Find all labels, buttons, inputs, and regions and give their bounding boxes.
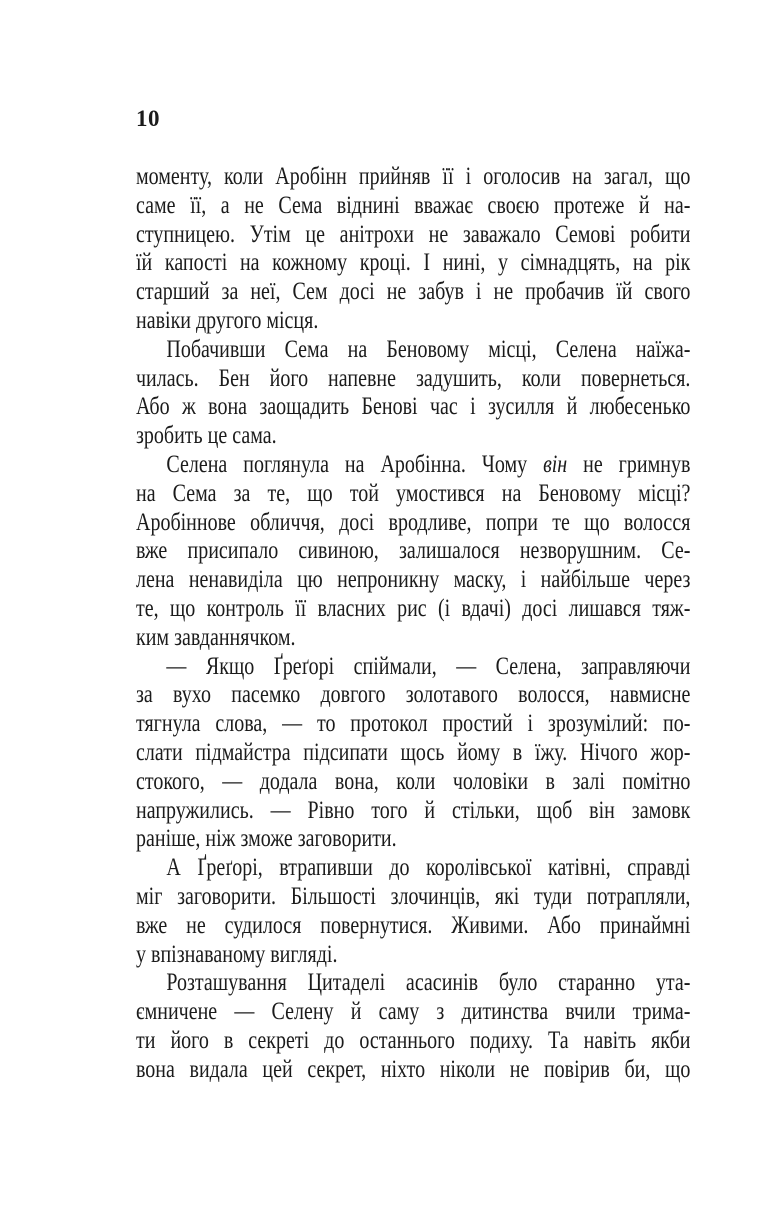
text-segment: слати підмайстра підсипати щось йому в їжу. Нічого жор-: [136, 738, 691, 766]
text-segment: Селена поглянула на Аробінна. Чому: [166, 450, 544, 478]
text-segment: Побачивши Сема на Беновому місці, Селена наїжа-: [166, 335, 691, 363]
text-segment: на Сема за те, що той умостився на Беновому місці?: [136, 479, 691, 507]
text-segment: вже не судилося повернутися. Живими. Або принаймні: [136, 911, 691, 939]
italic-text: він: [543, 450, 568, 478]
text-line: [136, 797, 690, 826]
text-line: [136, 336, 690, 365]
paragraph: [136, 451, 690, 653]
text-segment: Розташування Цитаделі асасинів було старанно ута-: [166, 969, 691, 997]
text-segment: вона видала цей секрет, ніхто ніколи не повірив би, що: [136, 1055, 691, 1083]
text-segment: ти його в секреті до останнього подиху. Та навіть якби: [136, 1026, 691, 1054]
text-line: [136, 307, 690, 336]
text-segment: зробить це сама.: [136, 422, 277, 450]
text-segment: чилась. Бен його напевне задушить, коли повернеться.: [136, 364, 691, 392]
paragraph: [136, 969, 690, 1084]
text-line: [136, 422, 690, 451]
text-segment: старший за неї, Сем досі не забув і не пробачив їй свого: [136, 278, 691, 306]
page-number: 10: [136, 106, 160, 131]
text-segment: міг заговорити. Більшості злочинців, які туди потрапляли,: [136, 882, 691, 910]
text-line: [136, 653, 690, 682]
text-line: [136, 595, 690, 624]
text-line: [136, 739, 690, 768]
text-line: [136, 681, 690, 710]
text-line: [136, 1027, 690, 1056]
text-segment: те, що контроль її власних рис (і вдачі) досі лишався тяж-: [136, 594, 691, 622]
text-segment: напружились. — Рівно того й стільки, щоб він замовк: [136, 796, 691, 824]
text-segment: вже присипало сивиною, залишалося незворушним. Се-: [136, 537, 691, 565]
text-segment: їй капості на кожному кроці. І нині, у сімнадцять, на рік: [136, 249, 691, 277]
text-line: [136, 393, 690, 422]
text-line: [136, 883, 690, 912]
text-line: [136, 278, 690, 307]
text-line: [136, 221, 690, 250]
text-line: [136, 912, 690, 941]
text-segment: не гримнув: [567, 450, 691, 478]
text-segment: навіки другого місця.: [136, 306, 319, 334]
text-line: [136, 365, 690, 394]
text-segment: тягнула слова, — то протокол простий і зрозумілий: по-: [136, 710, 691, 738]
text-line: [136, 192, 690, 221]
paragraph: [136, 653, 690, 855]
text-segment: ступницею. Утім це анітрохи не заважало Семові робити: [136, 220, 691, 248]
text-line: [136, 825, 690, 854]
text-segment: — Якщо Ґреґорі спіймали, — Селена, заправляючи: [166, 652, 691, 680]
text-line: [136, 451, 690, 480]
text-line: [136, 710, 690, 739]
text-line: [136, 941, 690, 970]
text-line: [136, 509, 690, 538]
text-segment: лена ненавиділа цю непроникну маску, і найбільше через: [136, 566, 691, 594]
text-segment: стокого, — додала вона, коли чоловіки в залі помітно: [136, 767, 691, 795]
paragraph: [136, 336, 690, 451]
text-line: [136, 854, 690, 883]
paragraph: [136, 163, 690, 336]
text-segment: А Ґреґорі, втрапивши до королівської катівні, справді: [166, 854, 691, 882]
text-segment: Або ж вона заощадить Бенові час і зусилля й любесенько: [136, 393, 691, 421]
text-segment: за вухо пасемко довгого золотавого волосся, навмисне: [136, 681, 691, 709]
text-line: [136, 163, 690, 192]
page-text: [136, 163, 690, 1085]
text-segment: моменту, коли Аробінн прийняв її і оголосив на загал, що: [136, 163, 691, 190]
text-segment: ким завданнячком.: [136, 623, 296, 651]
text-line: [136, 566, 690, 595]
text-line: [136, 1056, 690, 1085]
text-line: [136, 480, 690, 509]
text-line: [136, 624, 690, 653]
text-segment: саме її, а не Сема віднині вважає своєю протеже й на-: [136, 191, 691, 219]
text-segment: раніше, ніж зможе заговорити.: [136, 825, 397, 853]
text-segment: у впізнаваному вигляді.: [136, 940, 338, 968]
text-line: [136, 969, 690, 998]
paragraph: [136, 854, 690, 969]
text-line: [136, 249, 690, 278]
text-line: [136, 537, 690, 566]
text-line: [136, 998, 690, 1027]
text-line: [136, 768, 690, 797]
text-segment: ємничене — Селену й саму з дитинства вчили трима-: [136, 998, 691, 1026]
text-segment: Аробіннове обличчя, досі вродливе, попри те що волосся: [136, 508, 691, 536]
